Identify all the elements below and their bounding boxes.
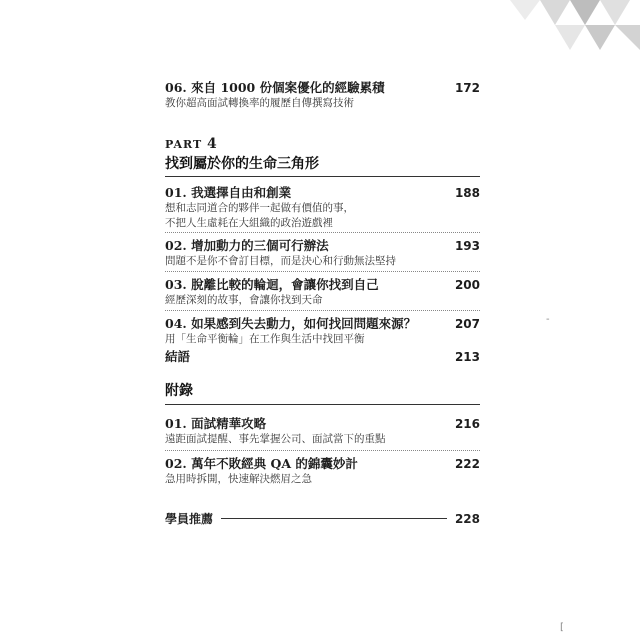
edge-mark: - xyxy=(546,314,550,325)
entry-desc: 用「生命平衡輪」在工作與生活中找回平衡 xyxy=(165,333,365,345)
part-title: 找到屬於你的生命三角形 xyxy=(165,156,319,172)
toc-entry[interactable] xyxy=(165,456,480,487)
entry-desc: 不把人生虛耗在大組織的政治遊戲裡 xyxy=(165,217,333,229)
entry-separator xyxy=(165,271,480,272)
divider xyxy=(165,404,480,405)
edge-mark: [ xyxy=(560,622,564,633)
entry-title: 02. 增加動力的三個可行辦法 xyxy=(165,238,329,253)
entry-title: 01. 面試精華攻略 xyxy=(165,416,267,431)
divider xyxy=(165,176,480,177)
toc-entry[interactable] xyxy=(165,316,480,347)
entry-page: 193 xyxy=(454,239,480,253)
entry-title: 01. 我選擇自由和創業 xyxy=(165,185,292,200)
appendix-title: 附錄 xyxy=(165,383,193,399)
entry-page: 228 xyxy=(454,511,480,526)
entry-title: 結語 xyxy=(165,349,191,364)
entry-page: 207 xyxy=(454,317,480,331)
toc-entry-conclusion[interactable] xyxy=(165,349,480,365)
entry-separator xyxy=(165,450,480,451)
entry-page: 213 xyxy=(454,350,480,364)
entry-title: 學員推薦 xyxy=(165,512,214,526)
toc-entry-testimonial[interactable] xyxy=(165,510,480,527)
toc-entry[interactable] xyxy=(165,238,480,269)
toc-entry[interactable] xyxy=(165,416,480,447)
part-label: PART 4 xyxy=(165,136,218,152)
entry-title: 03. 脫離比較的輪迴，會讓你找到自己 xyxy=(165,277,379,292)
entry-desc: 遠距面試提醒、事先掌握公司、面試當下的重點 xyxy=(165,433,386,445)
entry-desc: 經歷深刻的故事，會讓你找到天命 xyxy=(165,294,323,306)
entry-desc: 問題不是你不會訂目標，而是決心和行動無法堅持 xyxy=(165,255,396,267)
entry-page: 188 xyxy=(454,186,480,200)
entry-separator xyxy=(165,310,480,311)
entry-page: 172 xyxy=(454,81,480,95)
entry-separator xyxy=(165,232,480,233)
entry-page: 216 xyxy=(454,417,480,431)
toc-entry[interactable] xyxy=(165,185,480,231)
leader-line xyxy=(221,518,447,519)
toc-entry[interactable] xyxy=(165,80,480,111)
entry-page: 222 xyxy=(454,457,480,471)
entry-title: 04. 如果感到失去動力，如何找回問題來源？ xyxy=(165,316,417,331)
entry-page: 200 xyxy=(454,278,480,292)
entry-desc: 急用時拆開，快速解決燃眉之急 xyxy=(165,473,312,485)
entry-title: 06. 來自 1000 份個案優化的經驗累積 xyxy=(165,80,385,95)
entry-title: 02. 萬年不敗經典 QA 的錦囊妙計 xyxy=(165,456,358,471)
toc-entry[interactable] xyxy=(165,277,480,308)
entry-desc: 教你超高面試轉換率的履歷自傳撰寫技術 xyxy=(165,97,354,109)
entry-desc: 想和志同道合的夥伴一起做有價值的事， xyxy=(165,202,354,214)
corner-decoration xyxy=(500,0,640,60)
